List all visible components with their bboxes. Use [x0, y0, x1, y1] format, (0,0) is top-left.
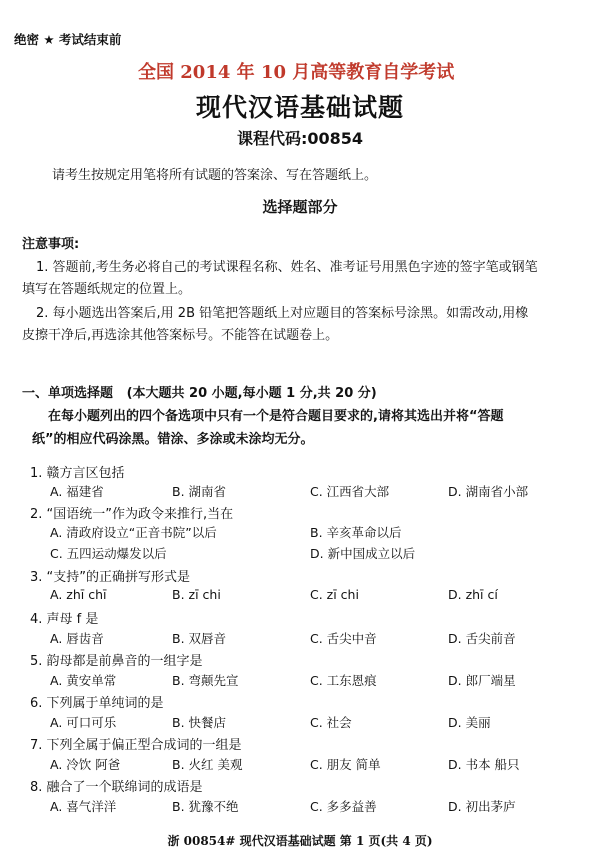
course-code: 课程代码:00854	[236, 129, 364, 148]
question-6-option-a: A. 可口可乐	[50, 715, 117, 730]
question-7-option-d: D. 书本 船只	[448, 757, 520, 772]
question-2-option-a: A. 清政府设立“正音书院”以后	[50, 525, 217, 540]
question-6-option-c: C. 社会	[310, 715, 352, 730]
question-8-option-d: D. 初出茅庐	[448, 799, 516, 814]
question-4-option-b: B. 双唇音	[172, 631, 227, 646]
note-2-line-1: 2. 每小题选出答案后,用 2B 铅笔把答题纸上对应题目的答案标号涂黑。如需改动,用橡	[36, 306, 529, 321]
part-heading: 一、单项选择题 (本大题共 20 小题,每小题 1 分,共 20 分)	[22, 386, 377, 401]
question-1-option-d: D. 湖南省小部	[448, 484, 529, 499]
question-7-option-a: A. 冷饮 阿爸	[50, 757, 121, 772]
question-8-option-c: C. 多多益善	[310, 799, 377, 814]
question-4-option-d: D. 舌尖前音	[448, 631, 516, 646]
question-3-stem: 3. “支持”的正确拼写形式是	[30, 570, 191, 585]
question-3-option-a: A. zhī chī	[50, 587, 107, 602]
section-title: 选择题部分	[262, 198, 338, 216]
confidential-mark: 绝密 ★ 考试结束前	[14, 32, 122, 47]
question-1-option-a: A. 福建省	[50, 484, 104, 499]
note-1-line-1: 1. 答题前,考生务必将自己的考试课程名称、姓名、准考证号用黑色字迹的签字笔或钢笔	[36, 260, 538, 275]
question-3-option-c: C. zī chi	[310, 587, 359, 602]
question-2-option-b: B. 辛亥革命以后	[310, 525, 402, 540]
page-footer: 浙 00854# 现代汉语基础试题 第 1 页(共 4 页)	[167, 834, 433, 848]
question-5-option-b: B. 弯颠先宣	[172, 673, 239, 688]
question-5-option-d: D. 郎厂端星	[448, 673, 516, 688]
question-1-option-b: B. 湖南省	[172, 484, 227, 499]
question-8-stem: 8. 融合了一个联绵词的成语是	[30, 780, 203, 795]
question-6-option-b: B. 快餐店	[172, 715, 227, 730]
question-2-option-d: D. 新中国成立以后	[310, 546, 416, 561]
question-5-stem: 5. 韵母都是前鼻音的一组字是	[30, 654, 203, 669]
note-1-line-2: 填写在答题纸规定的位置上。	[22, 282, 192, 297]
part-description-line-2: 纸”的相应代码涂黑。错涂、多涂或未涂均无分。	[32, 432, 314, 447]
question-1-option-c: C. 江西省大部	[310, 484, 390, 499]
question-8-option-a: A. 喜气洋洋	[50, 799, 117, 814]
question-7-stem: 7. 下列全属于偏正型合成词的一组是	[30, 738, 242, 753]
part-description-line-1: 在每小题列出的四个备选项中只有一个是符合题目要求的,请将其选出并将“答题	[48, 409, 504, 424]
page-title: 现代汉语基础试题	[195, 93, 404, 122]
question-1-stem: 1. 赣方言区包括	[30, 466, 125, 481]
question-6-option-d: D. 美丽	[448, 715, 491, 730]
question-5-option-c: C. 工东恩痕	[310, 673, 377, 688]
question-3-option-b: B. zī chi	[172, 587, 221, 602]
question-7-option-b: B. 火红 美观	[172, 757, 243, 772]
exam-name: 全国 2014 年 10 月高等教育自学考试	[138, 62, 455, 83]
question-4-stem: 4. 声母 f 是	[30, 612, 99, 627]
question-8-option-b: B. 犹豫不绝	[172, 799, 239, 814]
question-4-option-c: C. 舌尖中音	[310, 631, 377, 646]
question-5-option-a: A. 黄安单常	[50, 673, 117, 688]
question-3-option-d: D. zhī cí	[448, 587, 498, 602]
question-4-option-a: A. 唇齿音	[50, 631, 104, 646]
question-2-stem: 2. “国语统一”作为政令来推行,当在	[30, 507, 234, 522]
note-2-line-2: 皮擦干净后,再选涂其他答案标号。不能答在试题卷上。	[22, 328, 339, 343]
question-7-option-c: C. 朋友 简单	[310, 757, 381, 772]
answer-instruction: 请考生按规定用笔将所有试题的答案涂、写在答题纸上。	[52, 168, 378, 183]
question-2-option-c: C. 五四运动爆发以后	[50, 546, 167, 561]
notes-heading: 注意事项:	[22, 237, 80, 252]
question-6-stem: 6. 下列属于单纯词的是	[30, 696, 164, 711]
